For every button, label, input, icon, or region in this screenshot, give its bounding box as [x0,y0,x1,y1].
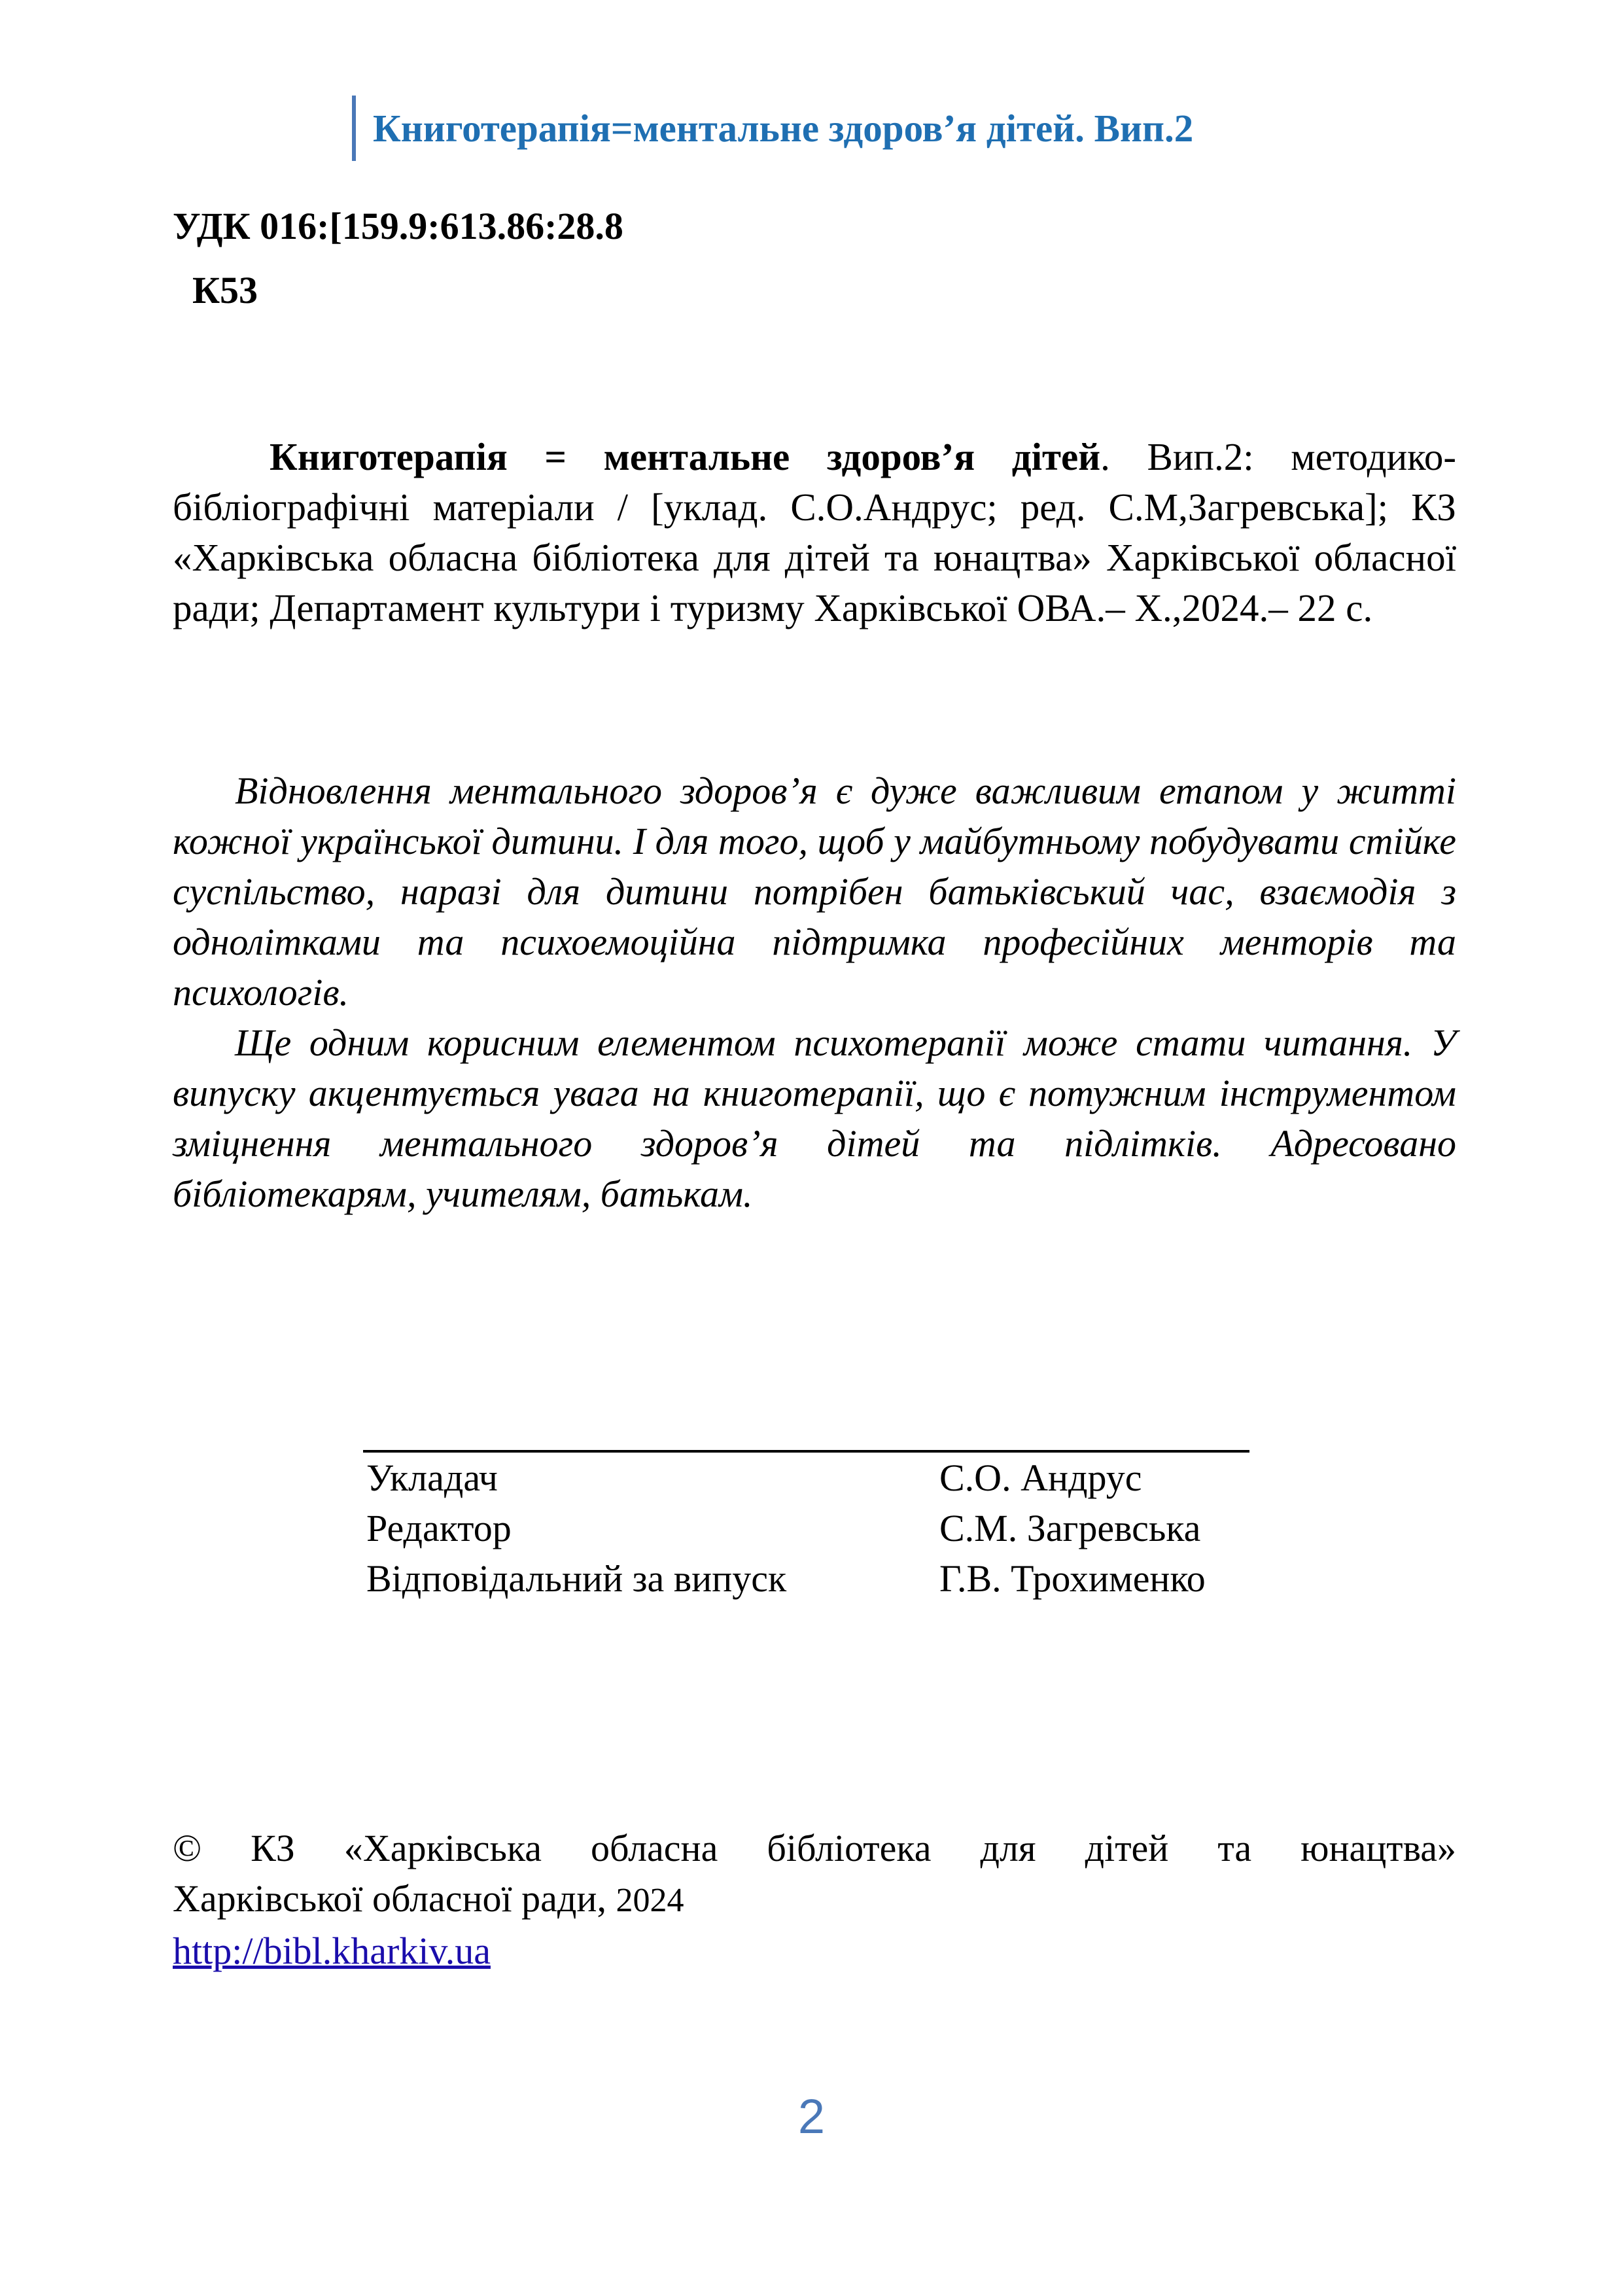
bibliographic-details: . Вип.2: методико-бібліографічні матеріали / [уклад. С.О.Андрус; ред. С.М,Загревська]; КЗ «Харківська обласна бібліотека для дітей та юнацтва» Харківської обласної ради; Департамент культури і туризму Харківської ОВА.– Х.,2024.– 22 с. [173,435,1456,629]
credit-role: Редактор [366,1507,512,1549]
credit-person: Г.В. Трохименко [939,1557,1206,1600]
website-link[interactable]: http://bibl.kharkiv.ua [173,1930,491,1972]
credit-row-editor [366,1503,1206,1553]
credit-role: Відповідальний за випуск [366,1557,787,1600]
page-number: 2 [797,2089,826,2144]
abstract [173,766,1456,1219]
author-mark: К53 [192,269,258,311]
copyright-line: © КЗ «Харківська обласна бібліотека для дітей та юнацтва» [173,1827,1456,1869]
abstract-paragraph-1: Відновлення ментального здоров’я є дуже важливим етапом у житті кожної української дитини. І для того, щоб у майбутньому побудувати стійке суспільство, наразі для дитини потрібен батьківський час, взаємодія з однолітками та психоемоційна підтримка професійних менторів та психологів. [173,769,1456,1014]
bibliographic-description [173,432,1456,633]
credit-person: С.М. Загревська [939,1507,1201,1549]
running-header [352,96,1193,161]
copyright-block [173,1823,1456,1976]
credits-block [366,1453,1206,1604]
bibliographic-title: Книготерапія = ментальне здоров’я дітей [270,435,1101,478]
running-header-title: Книготерапія=ментальне здоров’я дітей. Вип.2 [373,107,1194,150]
copyright-owner: Харківської обласної ради, [173,1877,606,1920]
credit-person: С.О. Андрус [939,1457,1142,1499]
copyright-year: 2024 [616,1882,684,1919]
credit-row-responsible [366,1553,1206,1604]
credit-row-compiler [366,1453,1206,1503]
credit-role: Укладач [366,1457,498,1499]
udk-code: УДК 016:[159.9:613.86:28.8 [173,205,623,247]
copyright-owner-line [173,1873,1456,1926]
abstract-paragraph-2: Ще одним корисним елементом психотерапії може стати читання. У випуску акцентується увага на книготерапії, що є потужним інструментом зміцнення ментального здоров’я дітей та підлітків. Адресовано бібліотекарям, учителям, батькам. [173,1021,1456,1215]
